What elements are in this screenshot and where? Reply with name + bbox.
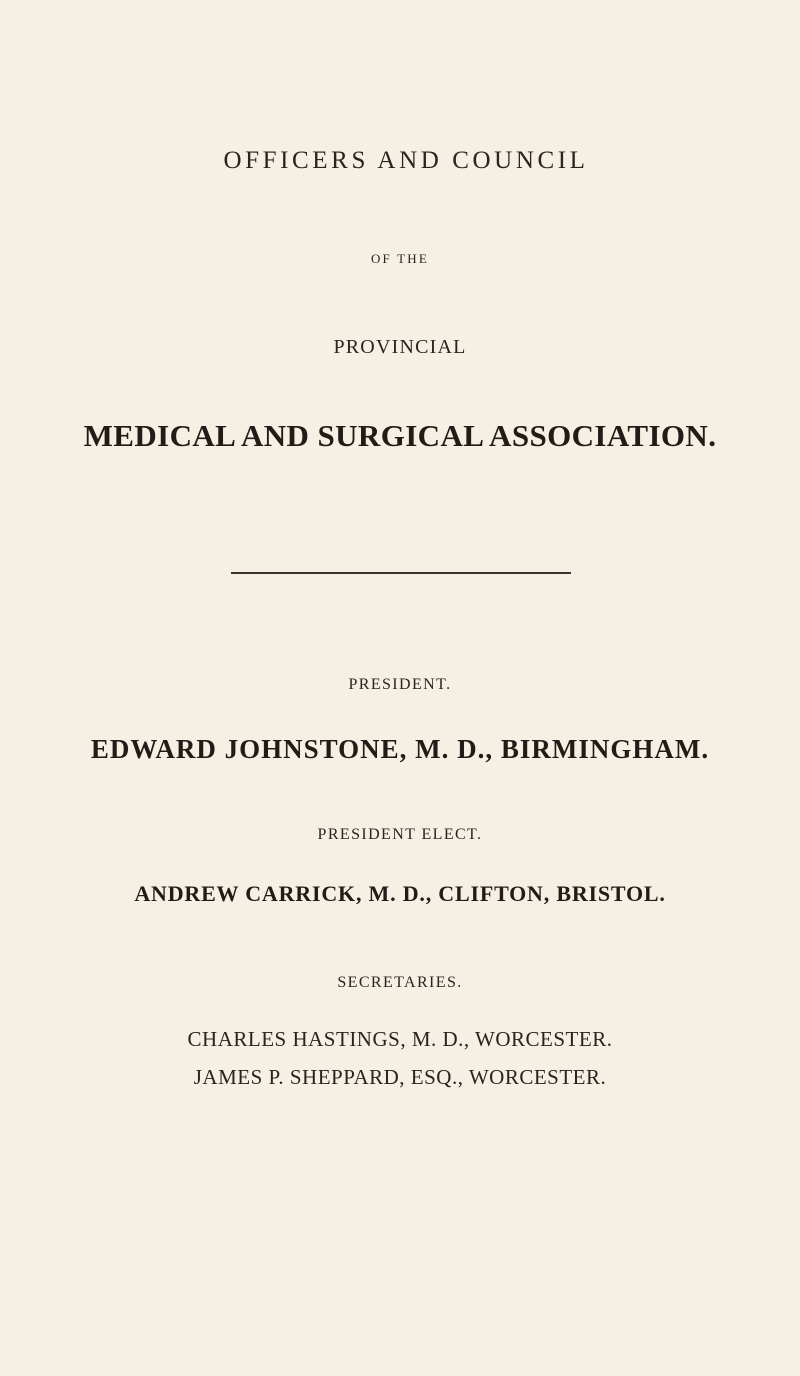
president-elect-name: ANDREW CARRICK, M. D., CLIFTON, BRISTOL. <box>134 881 666 906</box>
president-heading: PRESIDENT. <box>348 676 452 693</box>
secretary-name: CHARLES HASTINGS, M. D., WORCESTER. <box>187 1027 613 1051</box>
subtitle-of-the: OF THE <box>370 251 430 266</box>
president-name: EDWARD JOHNSTONE, M. D., BIRMINGHAM. <box>90 734 710 764</box>
divider-rule <box>231 572 571 574</box>
subtitle-provincial: PROVINCIAL <box>333 336 467 358</box>
secretaries-heading: SECRETARIES. <box>337 974 463 991</box>
secretary-name: JAMES P. SHEPPARD, ESQ., WORCESTER. <box>193 1065 607 1089</box>
association-name: MEDICAL AND SURGICAL ASSOCIATION. <box>83 418 717 453</box>
document-title: OFFICERS AND COUNCIL <box>223 147 589 174</box>
president-elect-heading: PRESIDENT ELECT. <box>317 826 483 843</box>
